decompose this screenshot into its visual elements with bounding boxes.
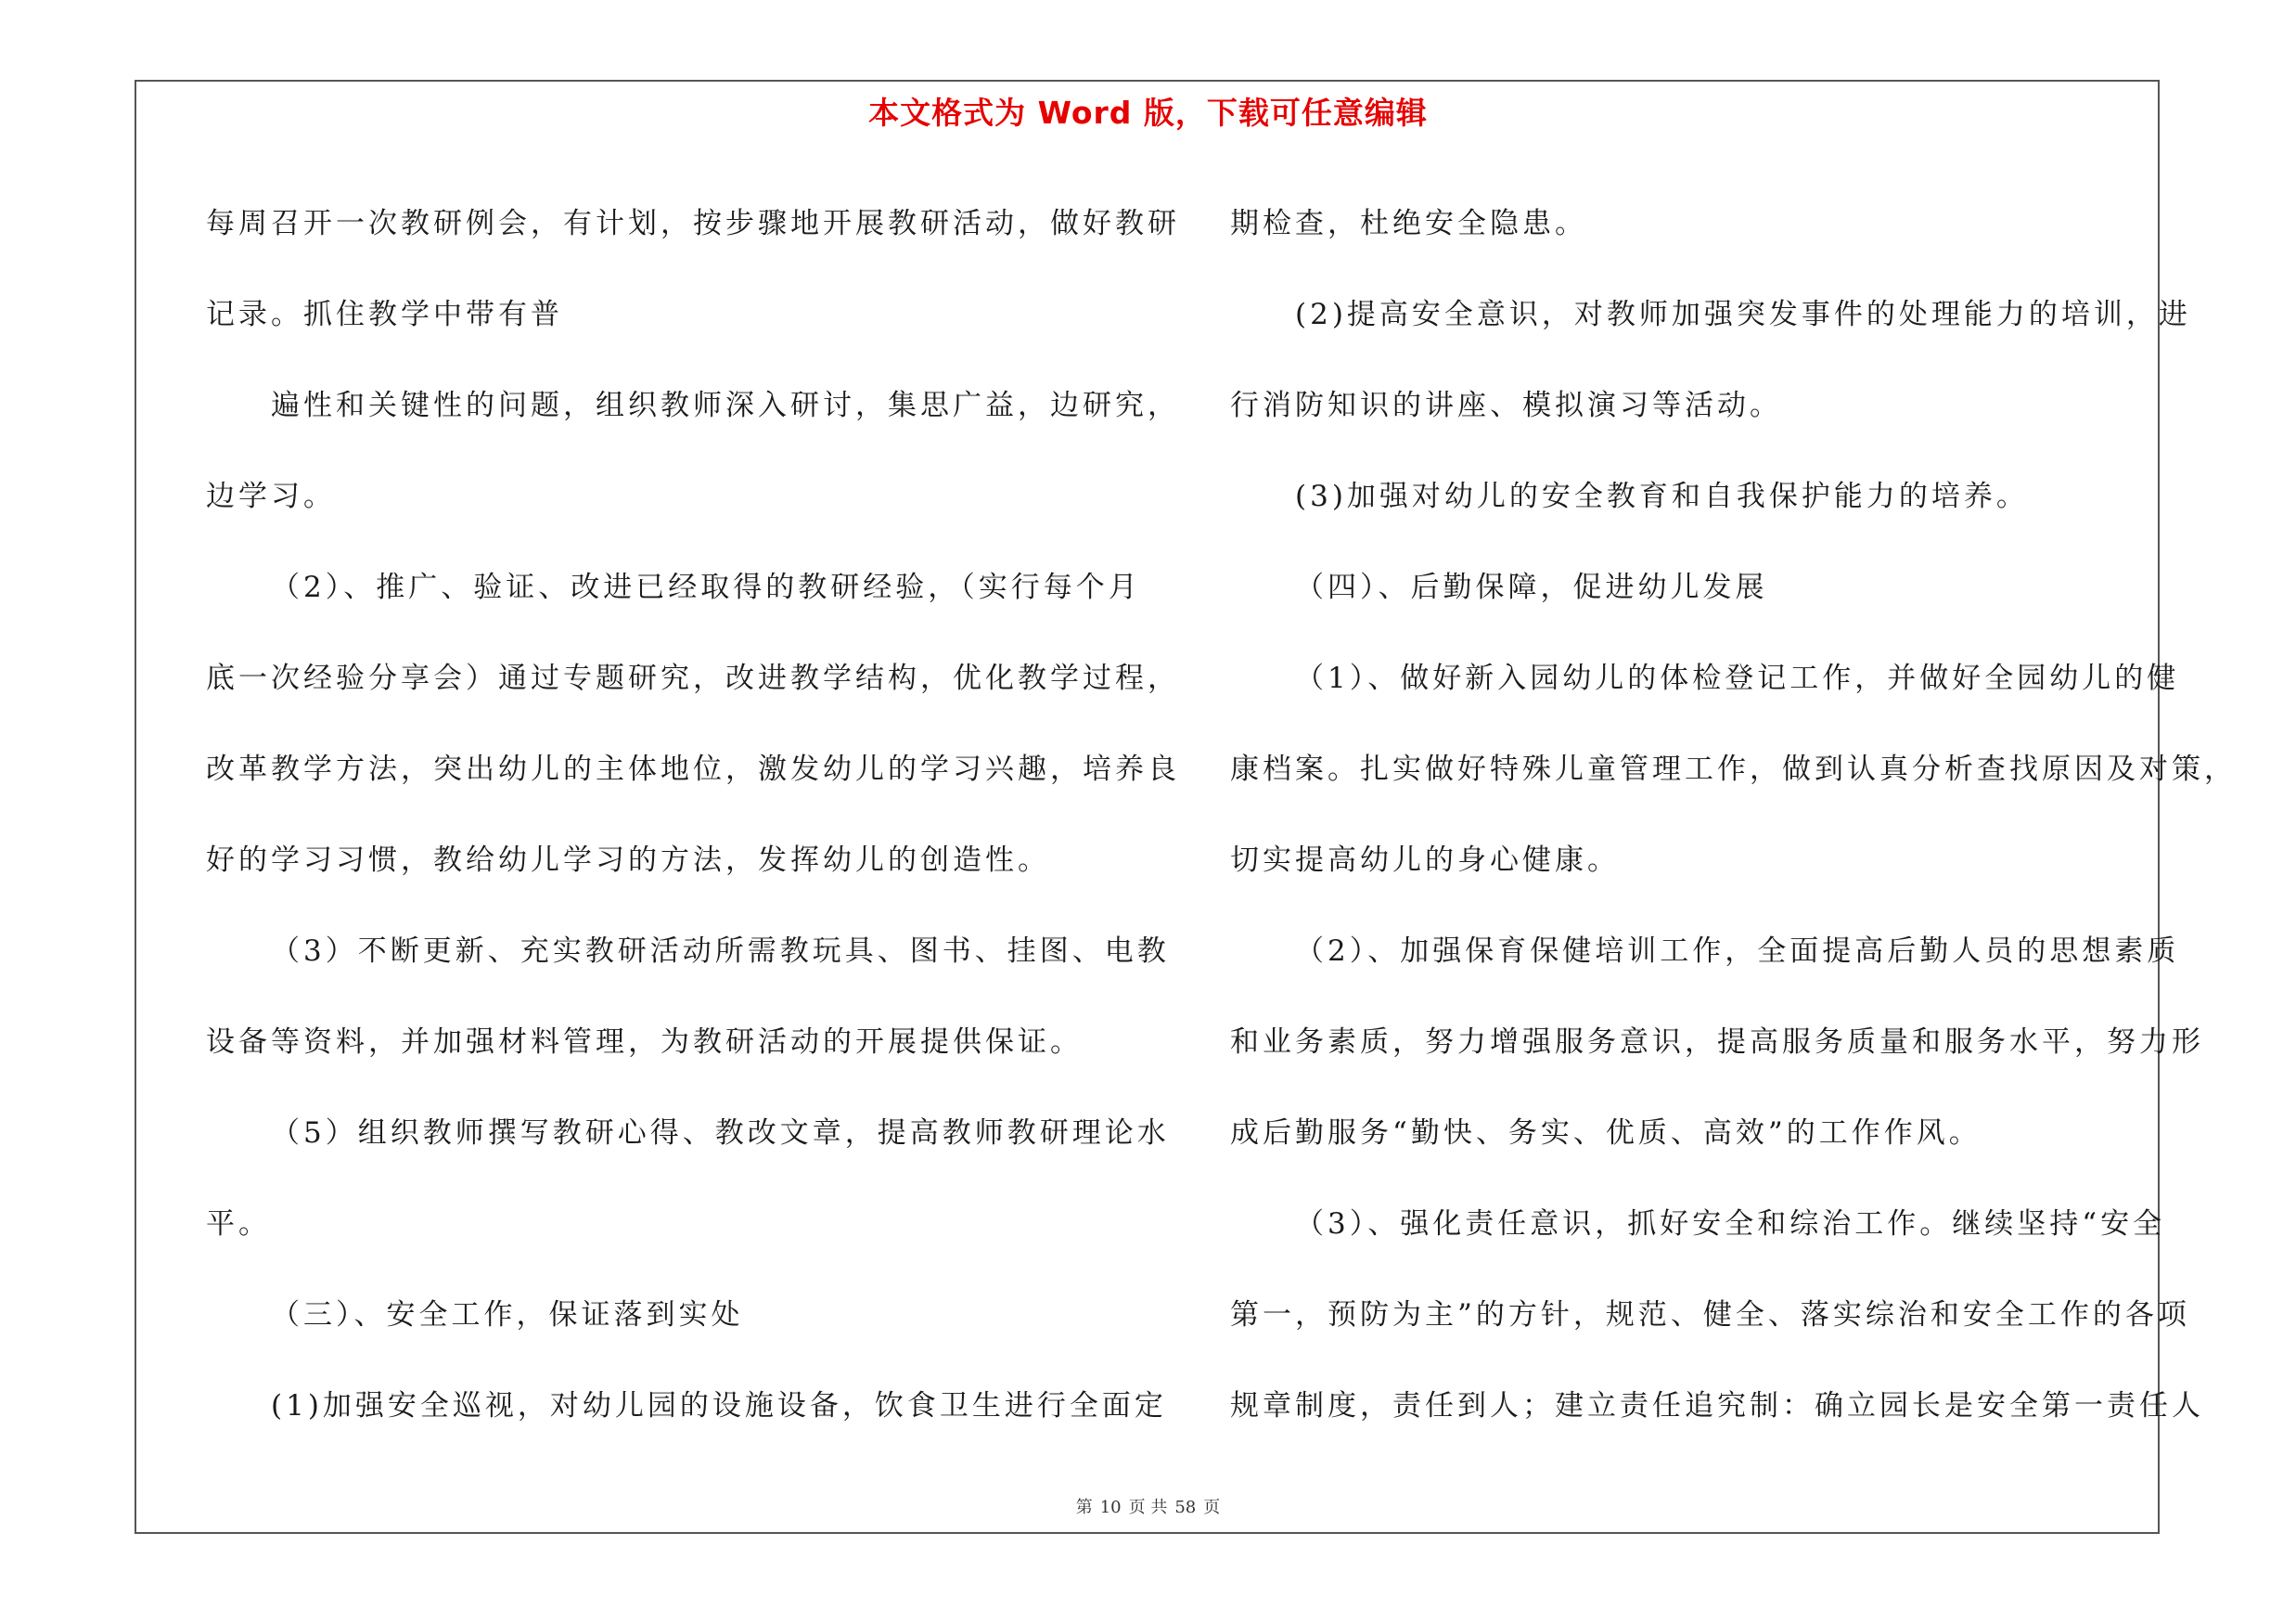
paragraph-line: 期检查，杜绝安全隐患。	[1230, 207, 1587, 240]
paragraph-line: （1）、做好新入园幼儿的体检登记工作，并做好全园幼儿的健	[1295, 662, 2180, 695]
paragraph-line: （3）不断更新、充实教研活动所需教玩具、图书、挂图、电教	[271, 934, 1170, 968]
footer-middle: 页 共	[1128, 1498, 1168, 1517]
paragraph-line: （2）、加强保育保健培训工作，全面提高后勤人员的思想素质	[1295, 934, 2180, 968]
right-column	[1230, 178, 2237, 1451]
format-banner: 本文格式为 Word 版，下载可任意编辑	[868, 95, 1428, 131]
paragraph-line: 规章制度，责任到人；建立责任追究制：确立园长是安全第一责任人	[1230, 1389, 2204, 1423]
paragraph-line: (3)加强对幼儿的安全教育和自我保护能力的培养。	[1295, 480, 2029, 513]
paragraph-line: 设备等资料，并加强材料管理，为教研活动的开展提供保证。	[206, 1025, 1083, 1059]
paragraph-line: 康档案。扎实做好特殊儿童管理工作，做到认真分析查找原因及对策，	[1230, 753, 2237, 786]
paragraph-line: 遍性和关键性的问题，组织教师深入研讨，集思广益，边研究，	[271, 389, 1180, 422]
paragraph-line: 改革教学方法，突出幼儿的主体地位，激发幼儿的学习兴趣，培养良	[206, 753, 1180, 786]
paragraph-line: （3）、强化责任意识，抓好安全和综治工作。继续坚持“安全	[1295, 1207, 2166, 1241]
paragraph-line: 每周召开一次教研例会，有计划，按步骤地开展教研活动，做好教研	[206, 207, 1180, 240]
paragraph-line: 成后勤服务“勤快、务实、优质、高效”的工作作风。	[1230, 1116, 1982, 1150]
paragraph-line: 和业务素质，努力增强服务意识，提高服务质量和服务水平，努力形	[1230, 1025, 2204, 1059]
paragraph-line: 记录。抓住教学中带有普	[206, 298, 563, 331]
paragraph-line: 切实提高幼儿的身心健康。	[1230, 844, 1620, 877]
paragraph-line: 好的学习习惯，教给幼儿学习的方法，发挥幼儿的创造性。	[206, 844, 1050, 877]
footer-total-pages: 58	[1174, 1498, 1197, 1517]
paragraph-line: （四）、后勤保障，促进幼儿发展	[1295, 571, 1768, 604]
paragraph-line: （三）、安全工作，保证落到实处	[271, 1298, 744, 1332]
paragraph-line: （5）组织教师撰写教研心得、教改文章，提高教师教研理论水	[271, 1116, 1170, 1150]
paragraph-line: 第一，预防为主”的方针，规范、健全、落实综治和安全工作的各项	[1230, 1298, 2190, 1332]
footer-current-page: 10	[1099, 1498, 1122, 1517]
page-footer	[0, 1494, 2296, 1518]
footer-suffix: 页	[1203, 1498, 1221, 1517]
paragraph-line: 边学习。	[206, 480, 336, 513]
paragraph-line: 底一次经验分享会）通过专题研究，改进教学结构，优化教学过程，	[206, 662, 1180, 695]
paragraph-line: (1)加强安全巡视，对幼儿园的设施设备，饮食卫生进行全面定	[271, 1389, 1167, 1423]
paragraph-line: 行消防知识的讲座、模拟演习等活动。	[1230, 389, 1782, 422]
left-column	[206, 178, 1180, 1451]
paragraph-line: （2）、推广、验证、改进已经取得的教研经验，（实行每个月	[271, 571, 1141, 604]
paragraph-line: 平。	[206, 1207, 271, 1241]
footer-prefix: 第	[1075, 1498, 1093, 1517]
paragraph-line: (2)提高安全意识，对教师加强突发事件的处理能力的培训，进	[1295, 298, 2191, 331]
